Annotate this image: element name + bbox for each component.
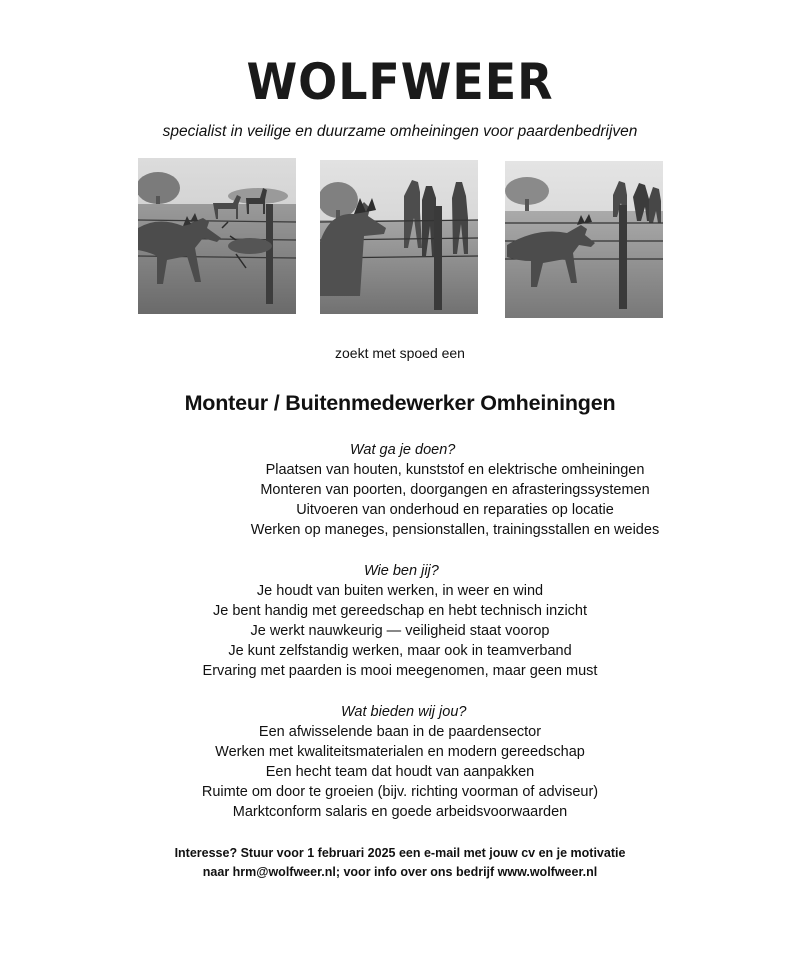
job-title: Monteur / Buitenmedewerker Omheiningen: [184, 391, 616, 415]
cta-line-1: Interesse? Stuur voor 1 februari 2025 een e-mail met jouw cv en je motivatie: [174, 846, 626, 860]
offer-item: Een afwisselende baan in de paardensector: [258, 724, 542, 740]
wolf-walking-past-fence-illustration: [505, 161, 663, 318]
offer-heading: Wat bieden wij jou?: [341, 704, 467, 720]
offer-item: Een hecht team dat houdt van aanpakken: [265, 764, 535, 780]
wolf-horses-behind-fence-illustration: [320, 160, 478, 314]
intro-text: zoekt met spoed een: [335, 345, 465, 361]
tasks-heading: Wat ga je doen?: [350, 442, 456, 458]
profile-heading: Wie ben jij?: [364, 563, 439, 579]
task-item: Werken op maneges, pensionstallen, trainingsstallen en weides: [250, 522, 660, 538]
wolf-breaking-fence-illustration: [138, 158, 296, 314]
offer-item: Ruimte om door te groeien (bijv. richting voorman of adviseur): [201, 784, 599, 800]
offer-item: Werken met kwaliteitsmaterialen en modern gereedschap: [215, 744, 585, 760]
task-item: Monteren van poorten, doorgangen en afrasteringssystemen: [260, 482, 650, 498]
wolfweer-logo: WOLFWEER: [246, 53, 554, 111]
profile-item: Je werkt nauwkeurig — veiligheid staat voorop: [250, 623, 550, 639]
profile-item: Je bent handig met gereedschap en hebt technisch inzicht: [212, 603, 588, 619]
profile-item: Je kunt zelfstandig werken, maar ook in teamverband: [228, 643, 572, 659]
profile-item: Ervaring met paarden is mooi meegenomen, maar geen must: [202, 663, 598, 679]
offer-item: Marktconform salaris en goede arbeidsvoorwaarden: [232, 804, 568, 820]
task-item: Plaatsen van houten, kunststof en elektrische omheiningen: [265, 462, 645, 478]
cta-line-2: naar hrm@wolfweer.nl; voor info over ons bedrijf www.wolfweer.nl: [202, 865, 598, 879]
profile-item: Je houdt van buiten werken, in weer en wind: [256, 583, 544, 599]
task-item: Uitvoeren van onderhoud en reparaties op locatie: [296, 502, 614, 518]
tagline: specialist in veilige en duurzame omheiningen voor paardenbedrijven: [162, 123, 638, 140]
